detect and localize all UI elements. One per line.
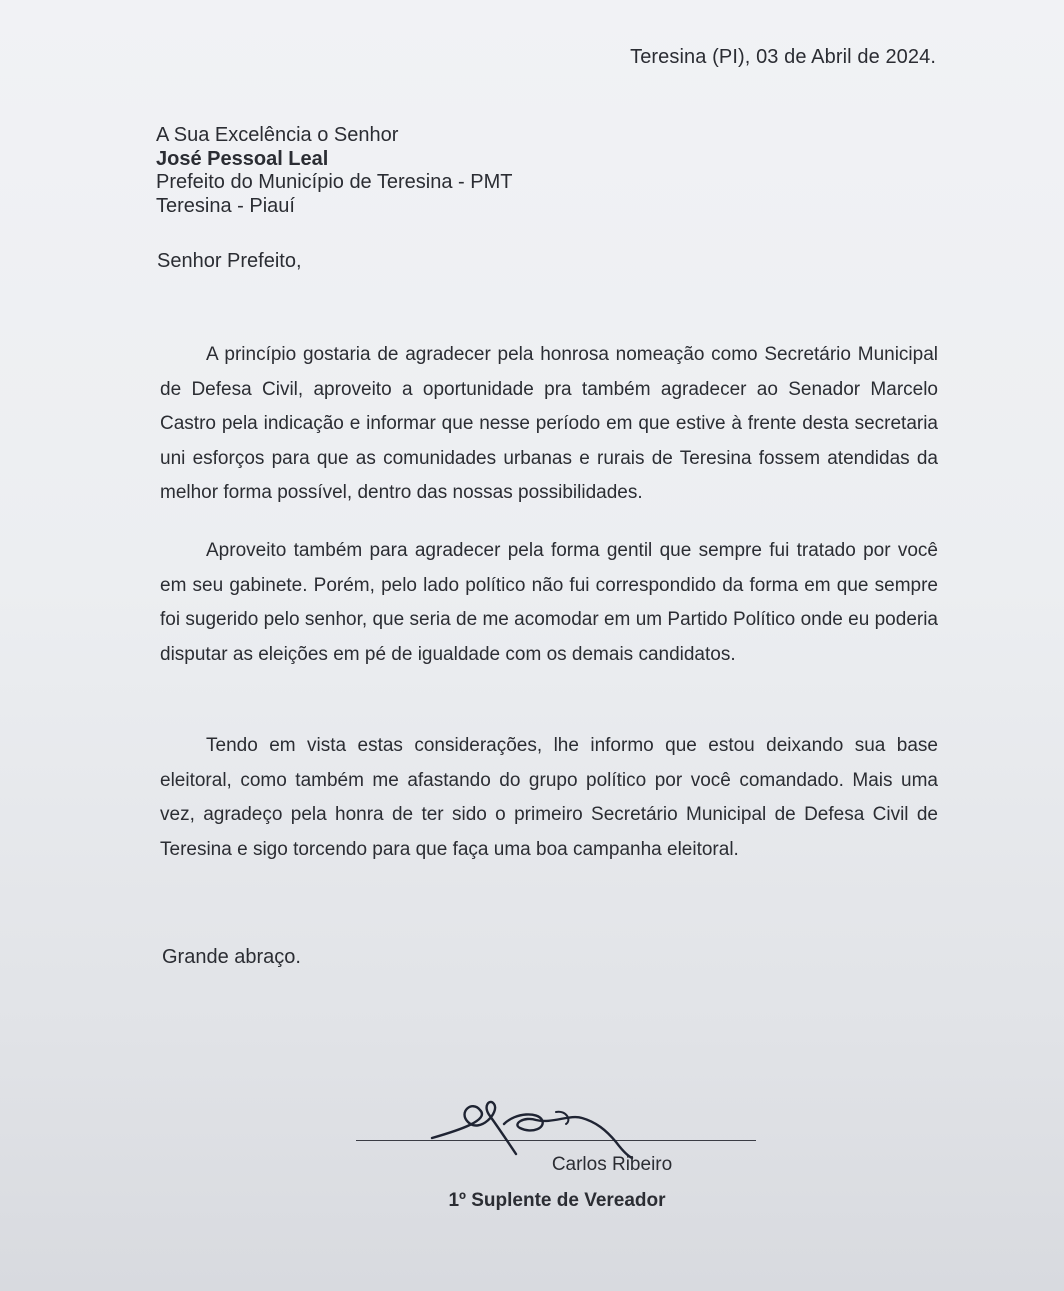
body-paragraph-1: A princípio gostaria de agradecer pela honrosa nomeação como Secretário Municipal de Defesa Civil, aproveito a oportunidade pra também agradecer ao Senador Marcelo Castro pela indicação e informar que nesse período em que estive à frente desta secretaria uni esforços para que as comunidades urbanas e rurais de Teresina fossem atendidas da melhor forma possível, dentro das nossas possibilidades. <box>160 344 938 504</box>
addressee-name: José Pessoal Leal <box>156 147 329 170</box>
handwritten-signature <box>420 1090 640 1160</box>
closing-line: Grande abraço. <box>162 946 301 968</box>
body-paragraph-2: Aproveito também para agradecer pela forma gentil que sempre fui tratado por você em seu gabinete. Porém, pelo lado político não fui correspondido da forma em que sempre foi sugerido pelo senhor, que seria de me acomodar em um Partido Político onde eu poderia disputar as eleições em pé de igualdade com os demais candidatos. <box>160 540 938 665</box>
body-paragraph-3: Tendo em vista estas considerações, lhe informo que estou deixando sua base eleitoral, como também me afastando do grupo político por você comandado. Mais uma vez, agradeço pela honra de ter sido o primeiro Secretário Municipal de Defesa Civil de Teresina e sigo torcendo para que faça uma boa campanha eleitoral. <box>160 735 938 860</box>
addressee-location: Teresina - Piauí <box>156 194 295 217</box>
addressee-title: Prefeito do Município de Teresina - PMT <box>156 171 513 193</box>
addressee-block <box>156 124 512 218</box>
salutation: Senhor Prefeito, <box>157 250 302 272</box>
signature-block <box>350 1090 760 1220</box>
signer-role: 1º Suplente de Vereador <box>448 1190 666 1211</box>
date-line: Teresina (PI), 03 de Abril de 2024. <box>630 46 936 68</box>
signer-name: Carlos Ribeiro <box>551 1154 673 1175</box>
addressee-salutation-line: A Sua Excelência o Senhor <box>156 124 399 146</box>
